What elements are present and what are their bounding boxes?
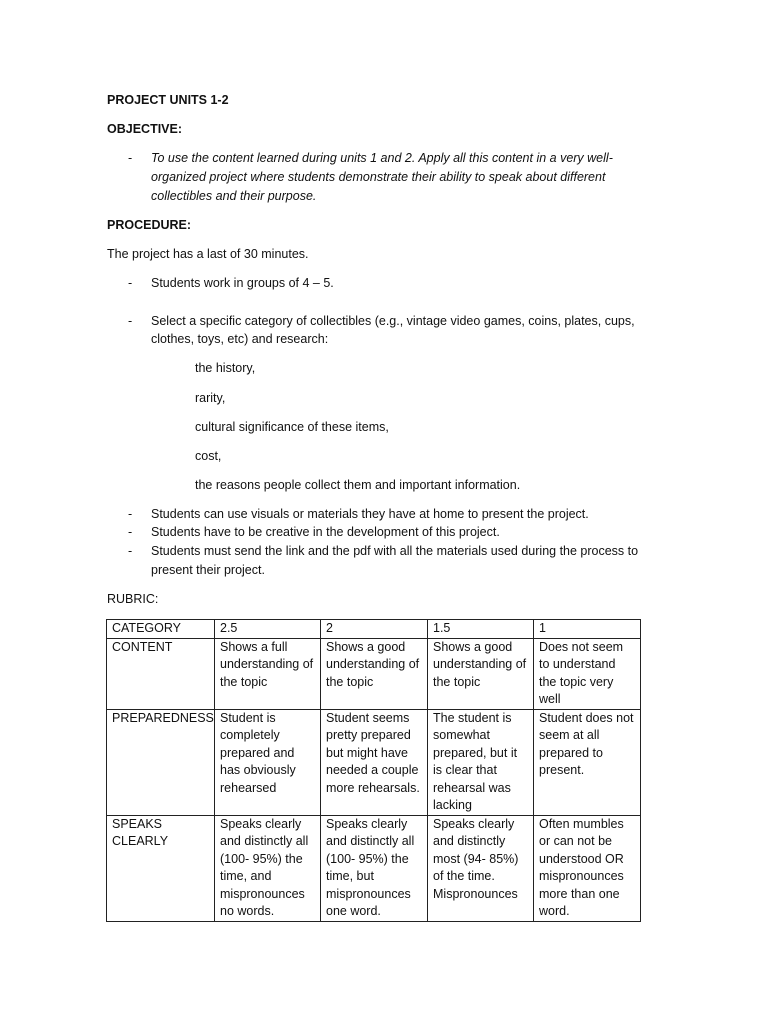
objective-line-2: organized project where students demonstrate their ability to speak about different xyxy=(151,170,606,184)
rubric-header-cell: 1.5 xyxy=(428,620,534,639)
rubric-cell: Shows a good understanding of the topic xyxy=(321,638,428,709)
bullet-dash: - xyxy=(128,314,133,328)
rubric-cell: Often mumbles or can not be understood OR mispronounces more than one word. xyxy=(534,815,641,921)
bullet-dash: - xyxy=(128,507,133,521)
bullet-send-line-2: present their project. xyxy=(151,563,265,577)
rubric-row-speaks-clearly xyxy=(107,815,641,921)
rubric-cell: Shows a good understanding of the topic xyxy=(428,638,534,709)
rubric-header-row xyxy=(107,620,641,639)
rubric-row-preparedness xyxy=(107,709,641,815)
rubric-cell: Student is completely prepared and has obviously rehearsed xyxy=(215,709,321,815)
objective-line-3: collectibles and their purpose. xyxy=(151,189,317,203)
rubric-cell: Student does not seem at all prepared to present. xyxy=(534,709,641,815)
bullet-creative: Students have to be creative in the development of this project. xyxy=(151,525,500,539)
document-title: PROJECT UNITS 1-2 xyxy=(107,93,229,107)
rubric-row-content xyxy=(107,638,641,709)
rubric-table xyxy=(106,619,641,922)
rubric-header-cell: 2.5 xyxy=(215,620,321,639)
rubric-cell: Speaks clearly and distinctly all (100- 95%) the time, and mispronounces no words. xyxy=(215,815,321,921)
bullet-groups: Students work in groups of 4 – 5. xyxy=(151,276,334,290)
rubric-header-cell: 1 xyxy=(534,620,641,639)
rubric-cell: The student is somewhat prepared, but it is clear that rehearsal was lacking xyxy=(428,709,534,815)
rubric-cell: Shows a full understanding of the topic xyxy=(215,638,321,709)
bullet-dash: - xyxy=(128,276,133,290)
procedure-intro: The project has a last of 30 minutes. xyxy=(107,247,309,261)
rubric-label: RUBRIC: xyxy=(107,592,159,606)
bullet-category-line-1: Select a specific category of collectibles (e.g., vintage video games, coins, plates, cups, xyxy=(151,314,635,328)
rubric-cell: Student seems pretty prepared but might have needed a couple more rehearsals. xyxy=(321,709,428,815)
rubric-header-cell: 2 xyxy=(321,620,428,639)
bullet-category-line-2: clothes, toys, etc) and research: xyxy=(151,332,329,346)
procedure-heading: PROCEDURE: xyxy=(107,218,192,232)
rubric-header-cell: CATEGORY xyxy=(107,620,215,639)
bullet-dash: - xyxy=(128,525,133,539)
rubric-cell: Speaks clearly and distinctly all (100- 95%) the time, but mispronounces one word. xyxy=(321,815,428,921)
research-item: cultural significance of these items, xyxy=(195,420,389,434)
objective-heading: OBJECTIVE: xyxy=(107,122,183,136)
research-item: the reasons people collect them and important information. xyxy=(195,478,521,492)
rubric-cell: Does not seem to understand the topic very well xyxy=(534,638,641,709)
bullet-dash: - xyxy=(128,544,133,558)
research-item: the history, xyxy=(195,361,256,375)
rubric-category-cell: PREPAREDNESS xyxy=(107,709,215,815)
rubric-cell: Speaks clearly and distinctly most (94- 85%) of the time. Mispronounces xyxy=(428,815,534,921)
research-item: cost, xyxy=(195,449,222,463)
rubric-category-cell: SPEAKS CLEARLY xyxy=(107,815,215,921)
rubric-category-cell: CONTENT xyxy=(107,638,215,709)
research-item: rarity, xyxy=(195,391,226,405)
objective-line-1: To use the content learned during units 1 and 2. Apply all this content in a very well- xyxy=(151,151,613,165)
objective-dash: - xyxy=(128,151,133,165)
bullet-visuals: Students can use visuals or materials they have at home to present the project. xyxy=(151,507,589,521)
bullet-send-line-1: Students must send the link and the pdf with all the materials used during the process to xyxy=(151,544,639,558)
